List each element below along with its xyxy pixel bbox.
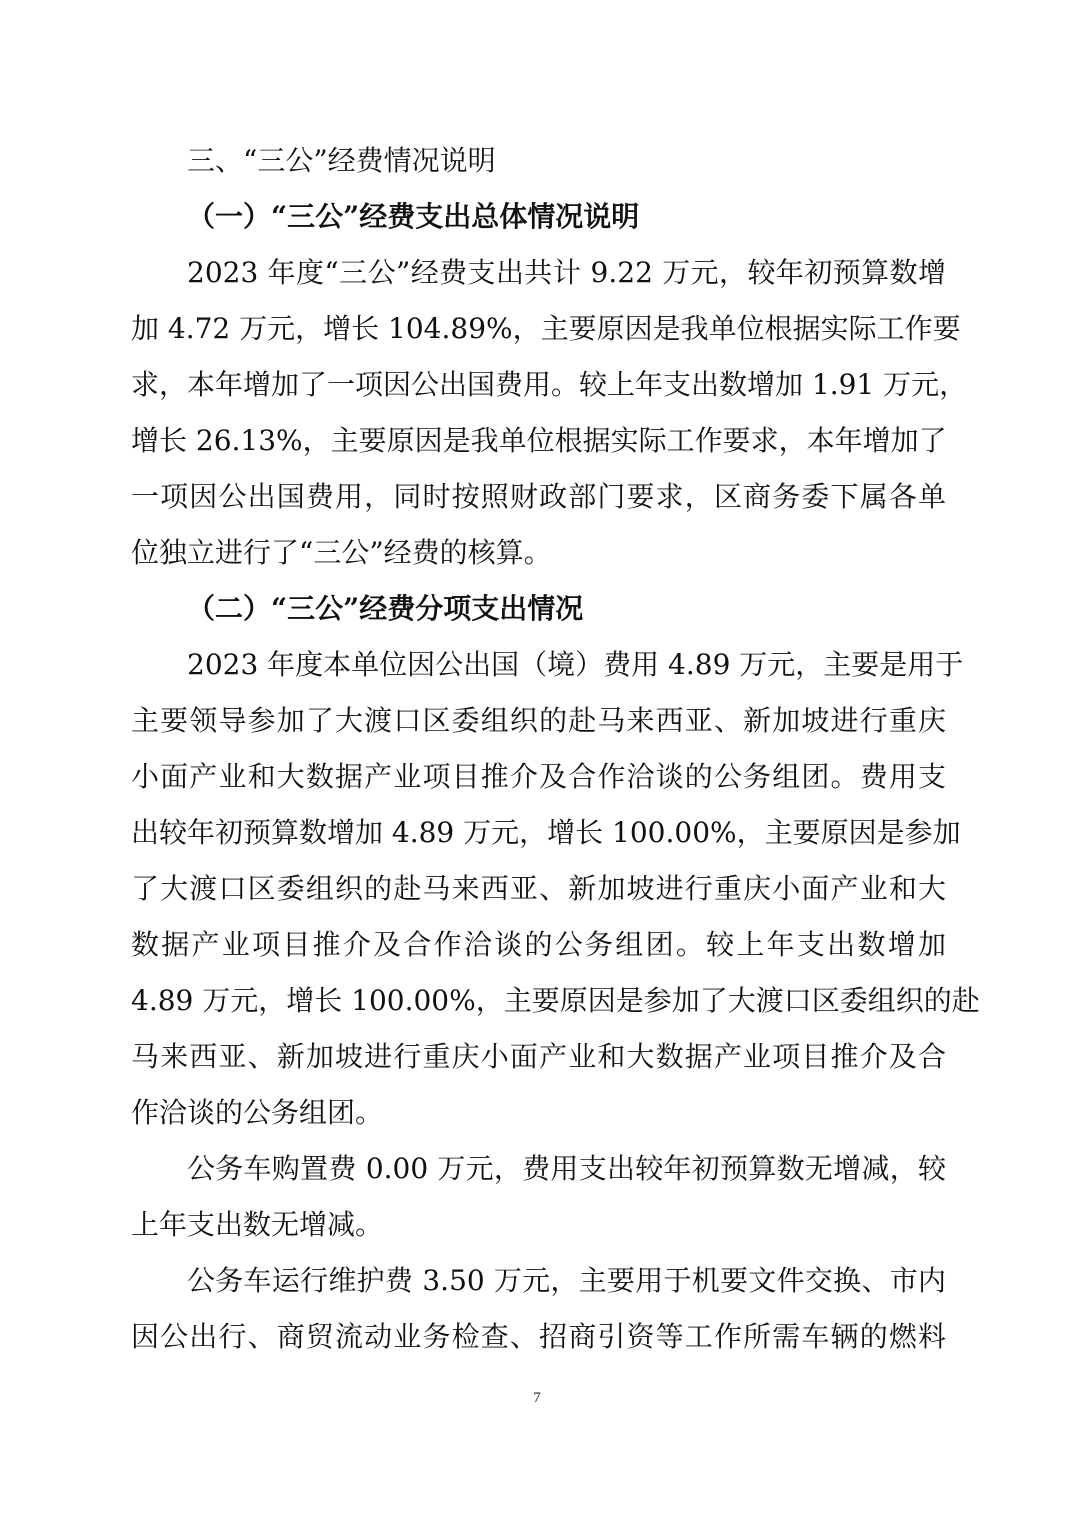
page-number: 7 <box>533 1390 541 1406</box>
paragraph-line: 公务车购置费 0.00 万元，费用支出较年初预算数无增减，较 <box>187 1152 946 1185</box>
section-heading: 三、“三公”经费情况说明 <box>187 144 496 177</box>
paragraph-line: 2023 年度“三公”经费支出共计 9.22 万元，较年初预算数增 <box>187 256 946 289</box>
paragraph-line: 马来西亚、新加坡进行重庆小面产业和大数据产业项目推介及合 <box>131 1040 946 1073</box>
paragraph-line: 上年支出数无增减。 <box>131 1208 384 1241</box>
subheading-itemized: （二）“三公”经费分项支出情况 <box>187 592 584 625</box>
paragraph-line: 主要领导参加了大渡口区委组织的赴马来西亚、新加坡进行重庆 <box>131 704 946 737</box>
paragraph-vehicle-purchase <box>131 1141 946 1253</box>
paragraph-line: 求，本年增加了一项因公出国费用。较上年支出数增加 1.91 万元， <box>131 368 968 401</box>
paragraph-line: 了大渡口区委组织的赴马来西亚、新加坡进行重庆小面产业和大 <box>131 872 946 905</box>
paragraph-line: 出较年初预算数增加 4.89 万元，增长 100.00%，主要原因是参加 <box>131 816 961 849</box>
paragraph-line: 因公出行、商贸流动业务检查、招商引资等工作所需车辆的燃料 <box>131 1320 946 1353</box>
paragraph-vehicle-operation <box>131 1253 946 1365</box>
paragraph-line: 数据产业项目推介及合作洽谈的公务组团。较上年支出数增加 <box>131 928 946 961</box>
subheading-overall: （一）“三公”经费支出总体情况说明 <box>187 200 640 233</box>
paragraph-line: 位独立进行了“三公”经费的核算。 <box>131 536 552 569</box>
paragraph-line: 加 4.72 万元，增长 104.89%，主要原因是我单位根据实际工作要 <box>131 312 961 345</box>
paragraph-line: 一项因公出国费用，同时按照财政部门要求，区商务委下属各单 <box>131 480 946 513</box>
paragraph-line: 公务车运行维护费 3.50 万元，主要用于机要文件交换、市内 <box>187 1264 946 1297</box>
paragraph-overall <box>131 245 968 581</box>
paragraph-overseas <box>131 637 980 1141</box>
document-body <box>131 133 980 1365</box>
paragraph-line: 作洽谈的公务组团。 <box>131 1096 384 1129</box>
paragraph-line: 2023 年度本单位因公出国（境）费用 4.89 万元，主要是用于 <box>187 648 964 681</box>
paragraph-line: 4.89 万元，增长 100.00%，主要原因是参加了大渡口区委组织的赴 <box>131 984 980 1017</box>
paragraph-line: 小面产业和大数据产业项目推介及合作洽谈的公务组团。费用支 <box>131 760 946 793</box>
paragraph-line: 增长 26.13%，主要原因是我单位根据实际工作要求，本年增加了 <box>131 424 947 457</box>
